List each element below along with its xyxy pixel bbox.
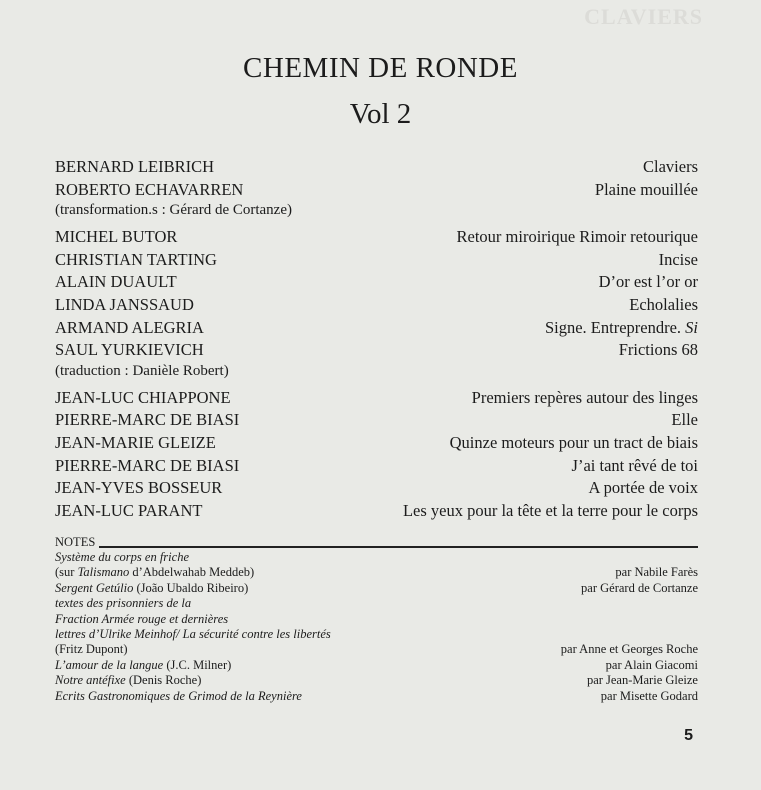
toc-author: SAUL YURKIEVICH [55, 340, 204, 360]
toc-work: Claviers [643, 157, 698, 176]
note-title: Sergent Getúlio [55, 580, 134, 595]
toc-work: J’ai tant rêvé de toi [571, 455, 698, 475]
note-text [55, 612, 228, 627]
toc-work: Plaine mouillée [594, 179, 698, 199]
note-reviewer: par Jean-Marie Gleize [586, 673, 698, 688]
note-text [55, 642, 128, 657]
toc-author: CHRISTIAN TARTING [55, 249, 217, 269]
note-text [55, 596, 191, 611]
volume-number: Vol 2 [349, 98, 412, 130]
note-title: Système du corps en friche [55, 550, 189, 564]
note-text [55, 565, 254, 580]
note-title: lettres d’Ulrike Meinhof/ La sécurité contre les libertés [55, 627, 331, 642]
page-title: CHEMIN DE RONDE [243, 52, 518, 84]
toc-entry [55, 156, 698, 179]
note-row [55, 565, 698, 580]
toc-work: Quinze moteurs pour un tract de biais [449, 432, 698, 452]
note-plain: d’Abdelwahab Meddeb) [129, 565, 255, 580]
note-row [55, 642, 698, 657]
note-plain: (Fritz Dupont) [55, 642, 128, 657]
note-row [55, 673, 698, 688]
toc-entry [55, 271, 698, 294]
note-reviewer: par Alain Giacomi [605, 657, 698, 672]
notes-list [55, 550, 698, 704]
toc-entry [55, 387, 698, 410]
toc-entry [55, 477, 698, 500]
toc-work: Incise [658, 249, 698, 269]
toc-work: Echolalies [629, 294, 698, 314]
note-text [55, 550, 189, 565]
toc-credit: (transformation.s : Gérard de Cortanze) [55, 202, 292, 219]
toc-author: MICHEL BUTOR [55, 227, 178, 247]
note-row [55, 581, 698, 596]
note-reviewer: par Misette Godard [600, 688, 698, 703]
note-row [55, 612, 698, 627]
notes-heading: NOTES [55, 535, 96, 549]
notes-rule [99, 546, 698, 548]
toc-author: ALAIN DUAULT [55, 272, 177, 292]
toc-credit: (traduction : Danièle Robert) [55, 362, 229, 379]
toc-author: PIERRE-MARC DE BIASI [55, 455, 240, 475]
toc-work: D’or est l’or or [598, 272, 698, 292]
toc-work: Retour miroirique Rimoir retourique [456, 227, 698, 247]
note-plain: (sur [55, 565, 78, 580]
toc-author: ARMAND ALEGRIA [55, 317, 204, 337]
note-text [55, 689, 302, 704]
toc-entry [55, 455, 698, 478]
note-plain: (João Ubaldo Ribeiro) [133, 580, 249, 595]
toc-author: LINDA JANSSAUD [55, 294, 194, 314]
note-row [55, 689, 698, 704]
toc-author: JEAN-LUC PARANT [55, 500, 203, 520]
toc-author: PIERRE-MARC DE BIASI [55, 410, 240, 430]
note-title: Fraction Armée rouge et dernières [55, 611, 229, 626]
note-row [55, 627, 698, 642]
note-text [55, 658, 231, 673]
note-title: textes des prisonniers de la [55, 596, 192, 611]
note-row [55, 658, 698, 673]
note-reviewer: par Gérard de Cortanze [581, 580, 698, 595]
toc-work-italic: Si [685, 317, 698, 337]
toc-author: BERNARD LEIBRICH [55, 157, 215, 176]
toc-entry [55, 317, 698, 340]
toc-author: JEAN-MARIE GLEIZE [55, 432, 216, 452]
page-number: 5 [684, 727, 693, 744]
notes-section [55, 534, 698, 704]
note-title: Talismano [77, 565, 130, 580]
note-row [55, 596, 698, 611]
note-reviewer: par Nabile Farès [615, 565, 698, 580]
toc-author: JEAN-LUC CHIAPPONE [55, 387, 231, 407]
note-row [55, 550, 698, 565]
note-title: Ecrits Gastronomiques de Grimod de la Reynière [55, 688, 302, 703]
toc-work: Premiers repères autour des linges [471, 387, 698, 407]
note-plain: (J.C. Milner) [163, 657, 232, 672]
note-text [55, 581, 248, 596]
toc-work: Les yeux pour la tête et la terre pour le corps [402, 500, 698, 520]
toc-entry [55, 226, 698, 249]
toc-entry [55, 249, 698, 272]
bleed-through-text: CLAVIERS [584, 4, 703, 29]
note-title: Notre antéfixe [55, 673, 126, 688]
toc-entry [55, 432, 698, 455]
note-text [55, 627, 331, 642]
toc-work: A portée de voix [588, 478, 698, 498]
toc-work: Signe. Entreprendre. Si [544, 317, 698, 337]
toc-entry [55, 339, 698, 362]
toc-entry [55, 500, 698, 523]
note-plain: (Denis Roche) [125, 673, 202, 688]
note-reviewer: par Anne et Georges Roche [560, 642, 698, 657]
toc-author: JEAN-YVES BOSSEUR [55, 478, 223, 498]
toc-author: ROBERTO ECHAVARREN [55, 179, 244, 199]
note-title: L’amour de la langue [55, 657, 164, 672]
toc-entry [55, 179, 698, 202]
toc-entry [55, 409, 698, 432]
table-of-contents [55, 156, 698, 522]
toc-entry [55, 294, 698, 317]
note-text [55, 673, 201, 688]
toc-work: Elle [671, 410, 698, 430]
toc-work: Frictions 68 [618, 340, 698, 360]
notes-heading-row [55, 534, 698, 550]
